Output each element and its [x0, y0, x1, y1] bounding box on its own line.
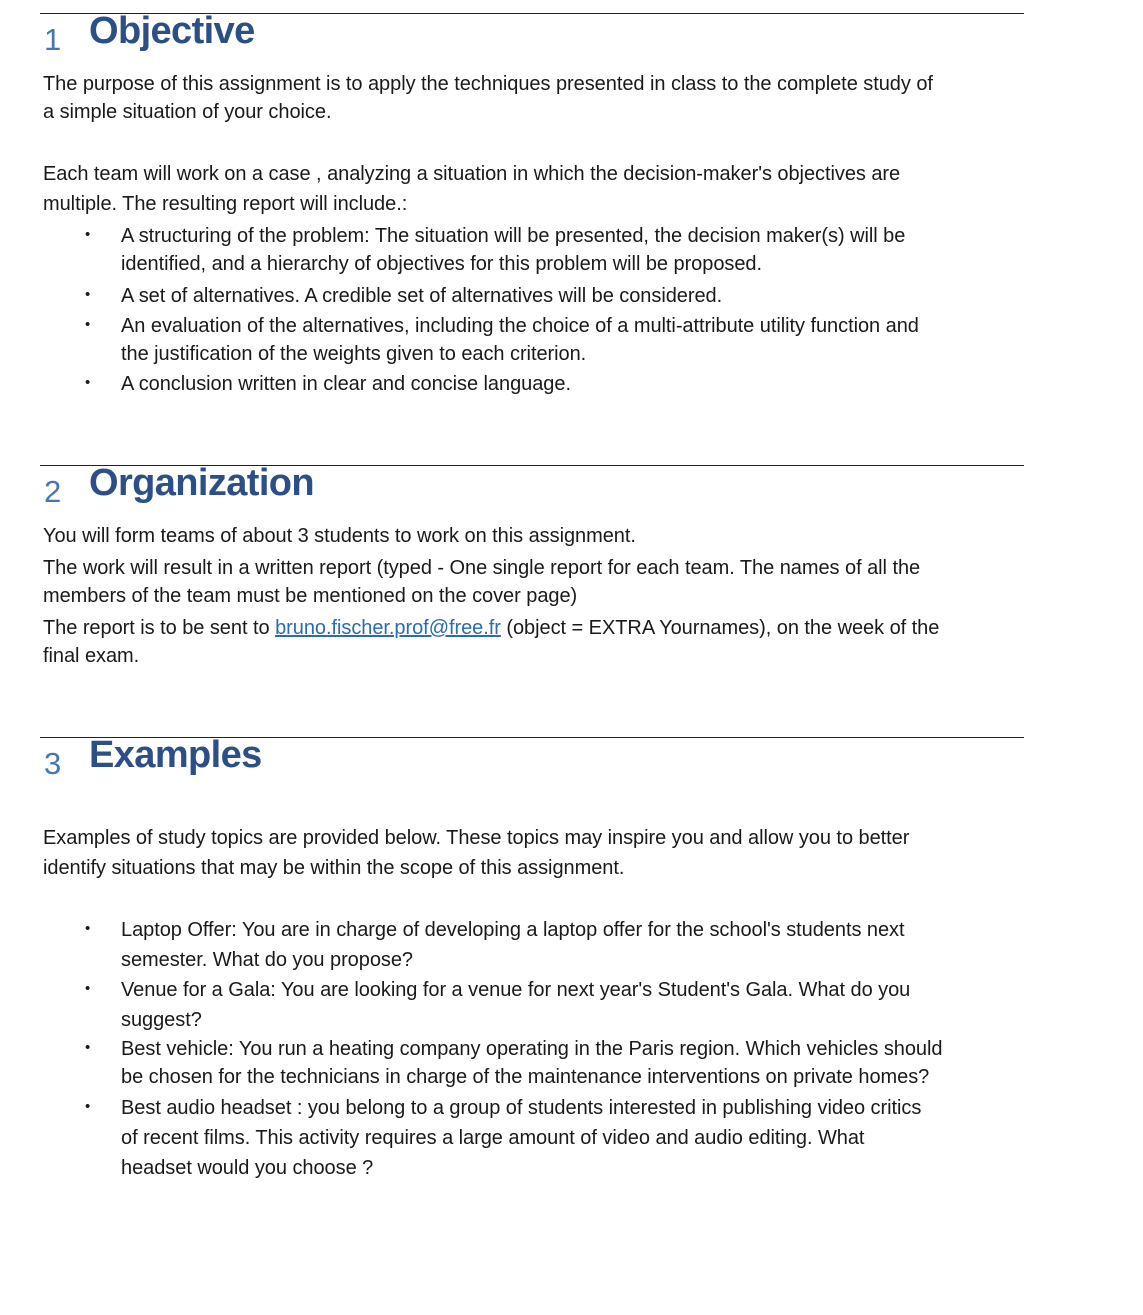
section-title: Objective: [89, 10, 255, 52]
objective-team-text: Each team will work on a case , analyzing a situation in which the decision-maker's objectives are multiple. The resulting report will include.:: [43, 163, 901, 215]
list-item: A structuring of the problem: The situation will be presented, the decision maker(s) will be identified, and a hierarchy of objectives for this problem will be proposed.: [121, 225, 906, 275]
bullet-icon: •: [85, 286, 91, 303]
organization-teams-text: You will form teams of about 3 students to work on this assignment.: [43, 525, 636, 547]
bullet-icon: •: [85, 316, 91, 333]
objective-intro: The purpose of this assignment is to apply the techniques presented in class to the complete study of a simple situation of your choice.: [43, 73, 933, 123]
bullet-icon: •: [85, 980, 91, 997]
list-item: A conclusion written in clear and concise language.: [121, 373, 571, 395]
list-item: Venue for a Gala: You are looking for a venue for next year's Student's Gala. What do you suggest?: [121, 979, 911, 1031]
examples-intro: Examples of study topics are provided below. These topics may inspire you and allow you to better identify situations that may be within the scope of this assignment.: [43, 827, 910, 879]
list-item: A set of alternatives. A credible set of alternatives will be considered.: [121, 285, 723, 307]
section-title: Organization: [89, 462, 315, 504]
section-title: Examples: [89, 734, 262, 776]
organization-report-text: The work will result in a written report (typed - One single report for each team. The names of all the members of the team must be mentioned on the cover page): [43, 557, 921, 607]
email-link[interactable]: bruno.fischer.prof@free.fr: [275, 617, 501, 639]
section-number: 1: [44, 22, 62, 57]
list-item: Best vehicle: You run a heating company operating in the Paris region. Which vehicles should be chosen for the technicians in charge of the maintenance interventions on private homes?: [121, 1038, 943, 1088]
section-number: 2: [44, 474, 62, 509]
bullet-icon: •: [85, 374, 91, 391]
bullet-icon: •: [85, 226, 91, 243]
bullet-icon: •: [85, 920, 91, 937]
organization-send-text: The report is to be sent to bruno.fischer.prof@free.fr (object = EXTRA Yournames), on the week of the final exam.: [43, 617, 940, 667]
list-item: An evaluation of the alternatives, including the choice of a multi-attribute utility function and the justification of the weights given to each criterion.: [121, 315, 919, 365]
bullet-icon: •: [85, 1039, 91, 1056]
list-item: Laptop Offer: You are in charge of developing a laptop offer for the school's students next semester. What do you propose?: [121, 919, 905, 971]
section-number: 3: [44, 746, 62, 781]
bullet-icon: •: [85, 1098, 91, 1115]
list-item: Best audio headset : you belong to a group of students interested in publishing video critics of recent films. This activity requires a large amount of video and audio editing. What headset would you choose ?: [121, 1097, 922, 1179]
